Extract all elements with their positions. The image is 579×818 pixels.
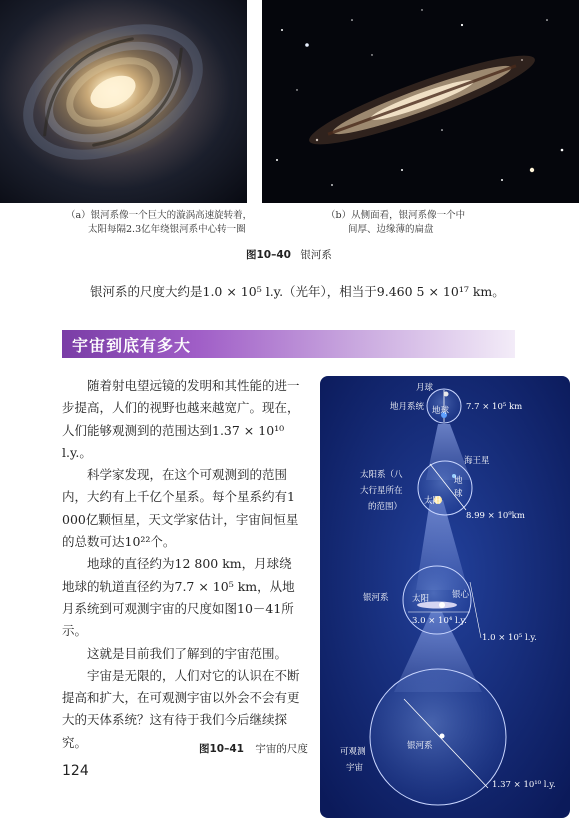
spiral-galaxy-photo — [0, 0, 247, 203]
label-d3: 3.0 × 10⁴ l.y. — [412, 616, 467, 626]
label-earth-moon-system: 地月系统 — [390, 402, 425, 412]
label-moon: 月球 — [416, 383, 434, 393]
label-milky-way-1: 银河系 — [363, 593, 389, 603]
observable-universe-bubble — [370, 669, 506, 805]
edge-on-galaxy-photo — [262, 0, 579, 203]
spiral-arms-graphic — [0, 0, 247, 203]
caption-b — [326, 209, 465, 237]
caption-a-line1: （a）银河系像一个巨大的漩涡高速旋转着， — [66, 210, 253, 221]
label-galactic-center: 银心 — [452, 590, 470, 600]
page-number: 124 — [62, 763, 89, 779]
universe-scale-diagram — [320, 376, 570, 818]
label-d2: 8.99 × 10⁹km — [466, 511, 525, 521]
caption-a-line2: 太阳每隔2.3亿年绕银河系中心转一圈 — [88, 224, 246, 235]
figure-number: 图10–40 — [246, 249, 291, 261]
figure-10-41-caption — [199, 741, 308, 756]
caption-b-line2: 间厚、边缘薄的扁盘 — [348, 224, 434, 235]
moon-icon — [444, 392, 449, 397]
label-sun-1: 太阳 — [424, 496, 442, 506]
label-solar-system-1: 太阳系（八 — [360, 470, 403, 480]
paragraph-5: 宇宙是无限的，人们对它的认识在不断提高和扩大，在可观测宇宙以外会不会有更大的天体系统？这有待于我们今后继续探究。 — [62, 667, 300, 750]
label-d4: 1.0 × 10⁵ l.y. — [482, 633, 537, 643]
paragraph-1: 随着射电望远镜的发明和其性能的进一步提高，人们的视野也越来越宽广。现在，人们能够观测到的范围达到1.37 × 10¹⁰ l.y.。 — [62, 378, 300, 460]
paragraph-4: 这就是目前我们了解到的宇宙范围。 — [87, 645, 288, 661]
galactic-center-icon — [439, 602, 445, 608]
label-solar-system-3: 的范围） — [368, 502, 403, 512]
label-d5: 1.37 × 10¹⁰ l.y. — [492, 780, 556, 790]
label-earth-small: 地球 — [432, 406, 450, 416]
paragraph-2: 科学家发现，在这个可观测到的范围内，大约有上千亿个星系。每个星系约有1 000亿颗恒星，天文学家估计，宇宙间恒星的总数可达10²²个。 — [62, 467, 299, 550]
label-observable-universe-1: 可观测 — [340, 747, 366, 757]
galaxy-scale-text: 银河系的尺度大约是1.0 × 10⁵ l.y.（光年），相当于9.460 5 × 10¹⁷ km。 — [90, 284, 505, 299]
label-milky-way-2: 银河系 — [407, 741, 433, 751]
figure-title: 宇宙的尺度 — [255, 743, 308, 755]
section-title: 宇宙到底有多大 — [72, 336, 192, 355]
milky-way-point-icon — [440, 734, 445, 739]
figure-10-40-caption — [246, 247, 332, 262]
label-solar-system-2: 大行星所在 — [360, 486, 403, 496]
paragraph-3: 地球的直径约为12 800 km，月球绕地球的轨道直径约为7.7 × 10⁵ km，从地月系统到可观测宇宙的尺度如图10－41所示。 — [62, 556, 295, 639]
figure-title: 银河系 — [300, 249, 332, 261]
label-observable-universe-2: 宇宙 — [346, 763, 364, 773]
figure-number: 图10–41 — [199, 743, 244, 755]
edge-on-galaxy-graphic — [262, 0, 579, 203]
label-d1: 7.7 × 10⁵ km — [466, 402, 523, 412]
label-sun-2: 太阳 — [412, 594, 430, 604]
label-neptune: 海王星 — [464, 456, 490, 466]
caption-a — [66, 209, 252, 237]
caption-b-line1: （b）从侧面看，银河系像一个中 — [326, 210, 466, 221]
label-earth-big-1: 地 — [454, 476, 463, 486]
label-earth-big-2: 球 — [454, 489, 463, 499]
body-text — [62, 375, 300, 754]
